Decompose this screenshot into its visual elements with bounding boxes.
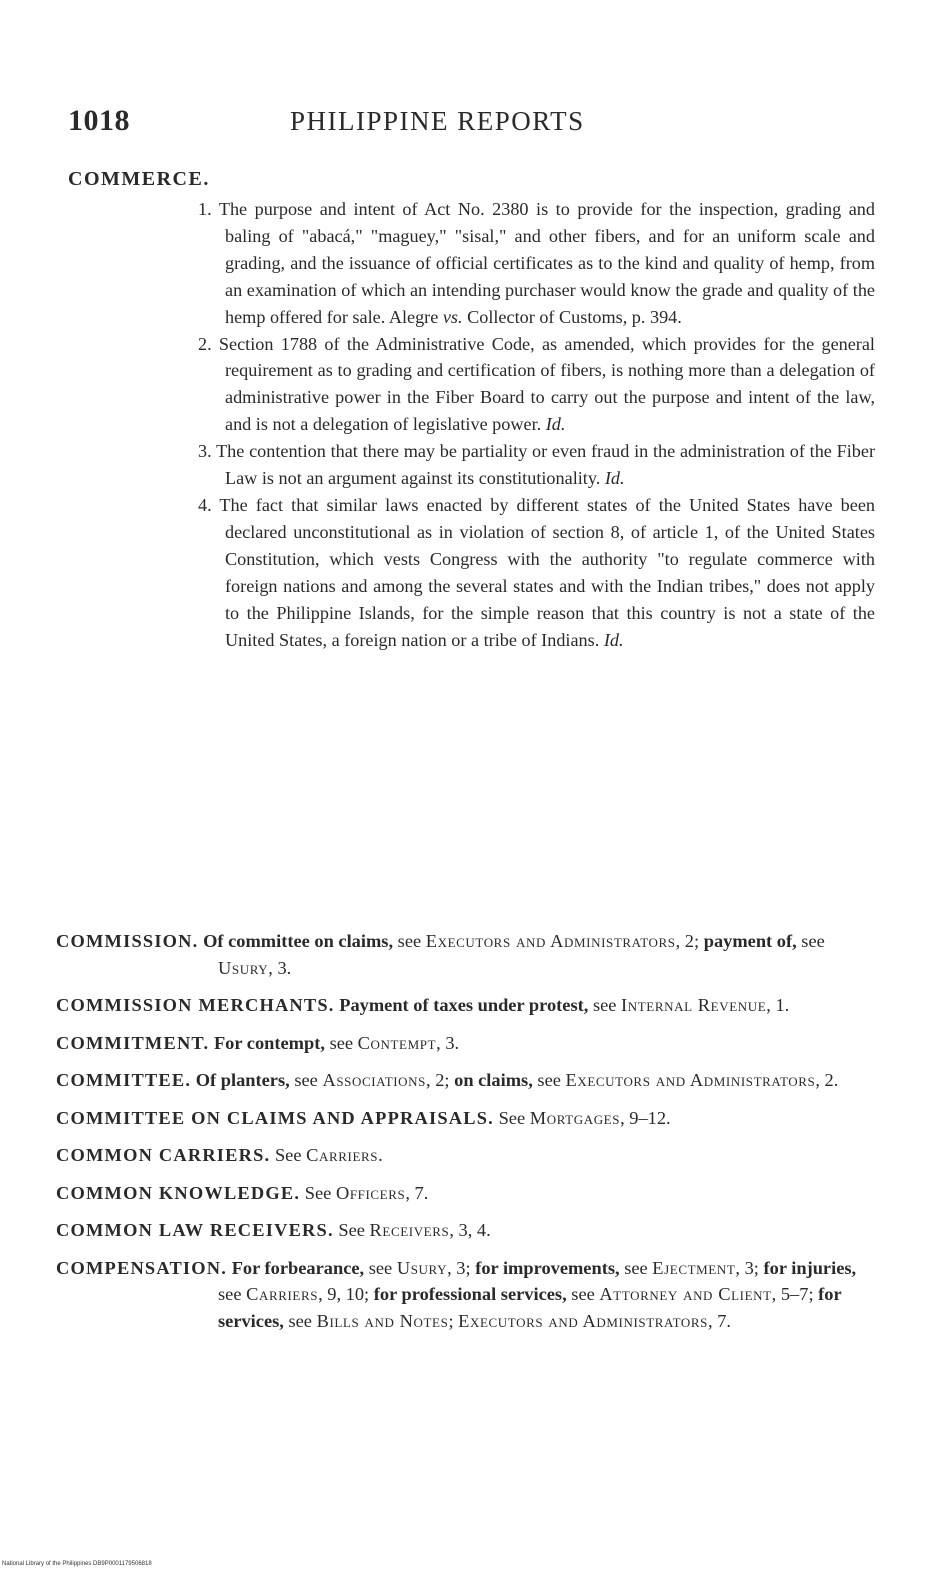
citation-id: Id. [545,414,566,435]
cross-reference: Officers [335,1182,406,1203]
index-entry-commission-merchants [56,992,868,1019]
reference-number: , 1. [766,995,790,1015]
entry-heading: COMPENSATION. [56,1257,228,1278]
paragraph-number: 1. [198,199,212,219]
see-text: see [801,931,825,951]
paragraph-text: The fact that similar laws enacted by different states of the United States have been declared unconstitutional as in violation of section 8, of article 1, of the United States Constitution, which vests Congress with the authority "to regulate commerce with foreign nations and among the several states and with the Indian tribes," does not apply to the Philippine Islands, for the simple reason that this country is not a state of the United States, a foreign nation or a tribe of Indians. [219,494,875,650]
see-text: See [498,1107,526,1128]
cross-reference: Carriers [306,1145,379,1165]
syllabus-paragraph-2 [175,331,875,439]
index-entry-committee-on-claims [56,1105,868,1132]
paragraph-number: 4. [198,494,212,515]
see-text: see [218,1284,242,1304]
entry-heading: COMMISSION MERCHANTS. [56,995,335,1015]
reference-number: , 5–7; [771,1284,814,1304]
syllabus-paragraphs [175,196,875,653]
citation-id: Id. [603,629,624,650]
scan-footer: National Library of the Philippines DB9P0001179506818 [2,1561,152,1567]
index-entry-committee [56,1067,868,1094]
entry-topic: Payment of taxes under protest, [339,995,589,1015]
reference-number: , 7. [708,1310,731,1331]
reference-number: , 2. [815,1070,839,1090]
entry-heading: COMMITTEE. [56,1070,192,1090]
see-text: see [294,1070,318,1090]
entry-topic: Of planters, [195,1070,290,1090]
reference-number: , 3. [436,1032,460,1053]
paragraph-text: The purpose and intent of Act No. 2380 is to provide for the inspection, grading and baling of "abacá," "maguey," "sisal," and other fibers, and for an uniform scale and grading, and the issuance of official certificates as to the kind and quality of hemp, from an examination of which an intending purchaser would know the grade and quality of the hemp offered for sale. [218,199,875,327]
entry-topic: for improvements, [475,1257,620,1278]
cross-reference: Usury [218,957,269,978]
paragraph-text: The contention that there may be partiality or even fraud in the administration of the Fiber Law is not an argument against its constitutionality. [216,441,876,489]
entry-topic: on claims, [454,1070,533,1090]
entry-topic: For contempt, [213,1032,325,1053]
reference-number: , 3; [447,1257,471,1278]
cross-reference: Executors and Administrators [458,1310,708,1331]
paragraph-number: 3. [198,441,212,462]
cross-reference: Bills and Notes [316,1310,449,1331]
entry-heading: COMMISSION. [56,931,199,951]
reference-number: . [378,1145,383,1165]
syllabus-paragraph-4 [175,492,875,653]
entry-topic: For forbearance, [231,1257,365,1278]
see-text: see [537,1070,561,1090]
page-number: 1018 [68,104,130,137]
cross-reference: Contempt [357,1032,437,1053]
citation-party: Alegre [388,306,439,327]
cross-reference: Associations [322,1070,426,1090]
page-header [68,104,668,144]
see-text: see [397,931,422,951]
cross-reference: Executors and Administrators [565,1070,816,1090]
cross-reference: Receivers [369,1220,450,1240]
see-text: see [368,1257,393,1278]
reference-number: , 2; [426,1070,450,1090]
running-title: PHILIPPINE REPORTS [290,106,585,136]
entry-heading: COMMITTEE ON CLAIMS AND APPRAISALS. [56,1107,494,1128]
see-text: see [288,1310,312,1331]
reference-number: , 3. [268,957,292,978]
cross-reference: Carriers [246,1284,319,1304]
see-text: see [592,995,617,1015]
cross-reference: Mortgages [529,1107,621,1128]
entry-heading: COMMITMENT. [56,1032,210,1053]
reference-number: , 7. [405,1182,429,1203]
see-text: see [329,1032,354,1053]
syllabus-paragraph-1 [175,196,875,331]
reference-number: , 9–12. [620,1107,671,1128]
see-text: See [274,1145,302,1165]
cross-reference: Ejectment [652,1257,736,1278]
reference-number: , 2; [675,931,700,951]
entry-heading: COMMON KNOWLEDGE. [56,1182,301,1203]
index-entry-common-law-receivers [56,1217,868,1244]
entry-topic: Of committee on claims, [203,931,394,951]
reference-number: , 3, 4. [449,1220,491,1240]
cross-reference: Internal Revenue [621,995,767,1015]
paragraph-text: Section 1788 of the Administrative Code, as amended, which provides for the general requirement as to grading and certification of fibers, is nothing more than a delegation of administrative power in the Fiber Board to carry out the purpose and intent of the law, and is not a delegation of legislative power. [218,333,875,435]
see-text: See [304,1182,332,1203]
see-text: see [571,1284,595,1304]
entry-heading: COMMON CARRIERS. [56,1145,271,1165]
cross-reference: Usury [396,1257,448,1278]
entry-topic: for services, [218,1284,842,1331]
index-entry-compensation [56,1255,868,1335]
reference-number: , 3; [735,1257,759,1278]
index-entry-common-carriers [56,1142,868,1169]
citation-versus: vs. [442,306,463,327]
entry-topic: for injuries, [763,1257,857,1278]
cross-reference: Attorney and Client [599,1284,772,1304]
citation-reference: Collector of Customs, p. 394. [467,306,682,327]
section-heading: COMMERCE. [68,168,210,190]
index-entry-commitment [56,1030,868,1057]
cross-reference: Executors and Administrators [425,931,676,951]
index-entry-common-knowledge [56,1180,868,1207]
entry-heading: COMMON LAW RECEIVERS. [56,1220,334,1240]
entry-topic: for professional services, [373,1284,567,1304]
index-entries [56,928,868,1345]
entry-topic: payment of, [703,931,797,951]
paragraph-number: 2. [198,333,212,354]
see-text: see [624,1257,648,1278]
citation-id: Id. [604,468,625,489]
syllabus-paragraph-3 [175,438,875,492]
index-entry-commission [56,928,868,981]
reference-number: ; [448,1310,454,1331]
see-text: See [338,1220,365,1240]
reference-number: , 9, 10; [318,1284,370,1304]
